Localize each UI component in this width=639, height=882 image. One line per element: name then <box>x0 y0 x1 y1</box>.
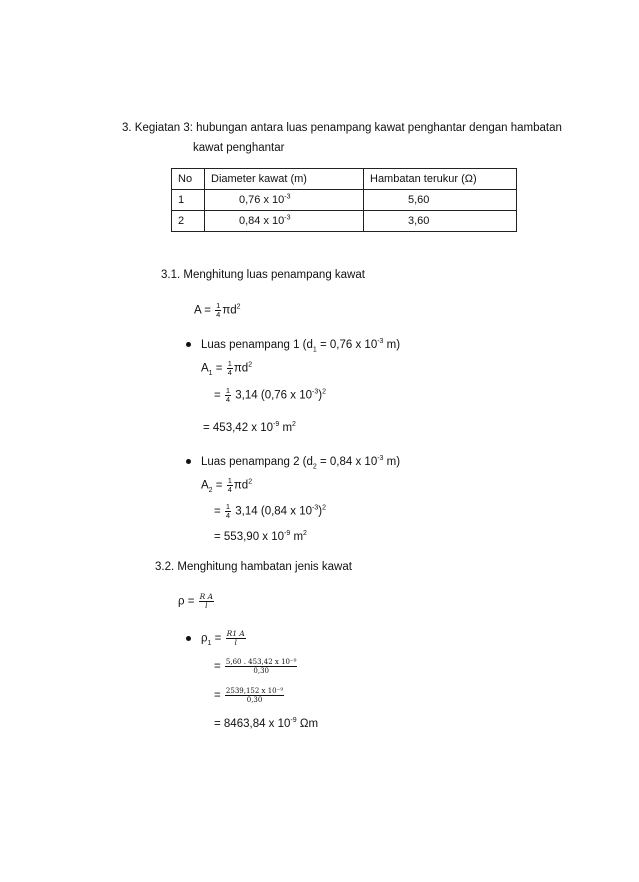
bullet-icon <box>186 459 191 464</box>
heading-line-1: 3. Kegiatan 3: hubungan antara luas penampang kawat penghantar dengan hambatan <box>122 122 562 134</box>
header-no: No <box>172 169 205 190</box>
area-2-formula: $A_2$ = $\frac{1}{4}$ $\pi d^2$ <box>201 476 253 494</box>
area-1-result: = 453,42 x $10^{-9}$ $m^2$ <box>203 421 296 434</box>
header-resistance: Hambatan terukur (Ω) <box>364 169 517 190</box>
resistivity-1-result: = 8463,84 x $10^{-9}$ Ωm <box>214 717 319 730</box>
area-formula: A = $\frac{1}{4}$ $\pi d^2$ <box>194 301 241 319</box>
resistivity-1-step-2: = $\frac{\text{2539,152 x 10⁻⁹}}{0,30}$ <box>214 687 284 704</box>
resistivity-formula: ρ = $\frac{\text{R A}}{l}$ <box>178 592 214 610</box>
cell-resistance: 5,60 <box>364 190 517 211</box>
cell-no: 1 <box>172 190 205 211</box>
section-3-1-title: 3.1. Menghitung luas penampang kawat <box>161 269 365 281</box>
bullet-icon <box>186 342 191 347</box>
area-1-step: = $\frac{1}{4}$ 3,14 (0,76 x $10^{-3})^2$ <box>214 386 326 404</box>
quarter-fraction: $\frac{1}{4}$ <box>216 301 221 319</box>
cell-resistance: 3,60 <box>364 211 517 232</box>
table-row <box>172 190 517 211</box>
table-row <box>172 211 517 232</box>
heading-line-2: kawat penghantar <box>193 142 285 154</box>
area-2-step: = $\frac{1}{4}$ 3,14 (0,84 x $10^{-3})^2$ <box>214 502 326 520</box>
resistivity-1-step-1: = $\frac{\text{5,60 . 453,42 x 10⁻⁹}}{0,30}$ <box>214 658 297 675</box>
cell-diameter: 0,84 x $10^{-3}$ <box>205 211 364 232</box>
bullet-icon <box>186 636 191 641</box>
area-2-result: = 553,90 x $10^{-9}$ $m^2$ <box>214 530 307 543</box>
cell-no: 2 <box>172 211 205 232</box>
resistivity-1-formula: $\rho_1$ = $\frac{R1 A}{l}$ <box>186 630 247 647</box>
bullet-area-1: Luas penampang 1 ($d_1 = 0,76$ x $10^{-3}$ m) <box>186 339 400 351</box>
section-3-2-title: 3.2. Menghitung hambatan jenis kawat <box>155 561 352 573</box>
cell-diameter: 0,76 x $10^{-3}$ <box>205 190 364 211</box>
data-table <box>171 168 517 232</box>
bullet-area-2: Luas penampang 2 ($d_2 = 0,84$ x $10^{-3}$ m) <box>186 456 400 468</box>
table-header-row <box>172 169 517 190</box>
area-1-formula: $A_1$ = $\frac{1}{4}$ $\pi d^2$ <box>201 359 253 377</box>
header-diameter: Diameter kawat (m) <box>205 169 364 190</box>
